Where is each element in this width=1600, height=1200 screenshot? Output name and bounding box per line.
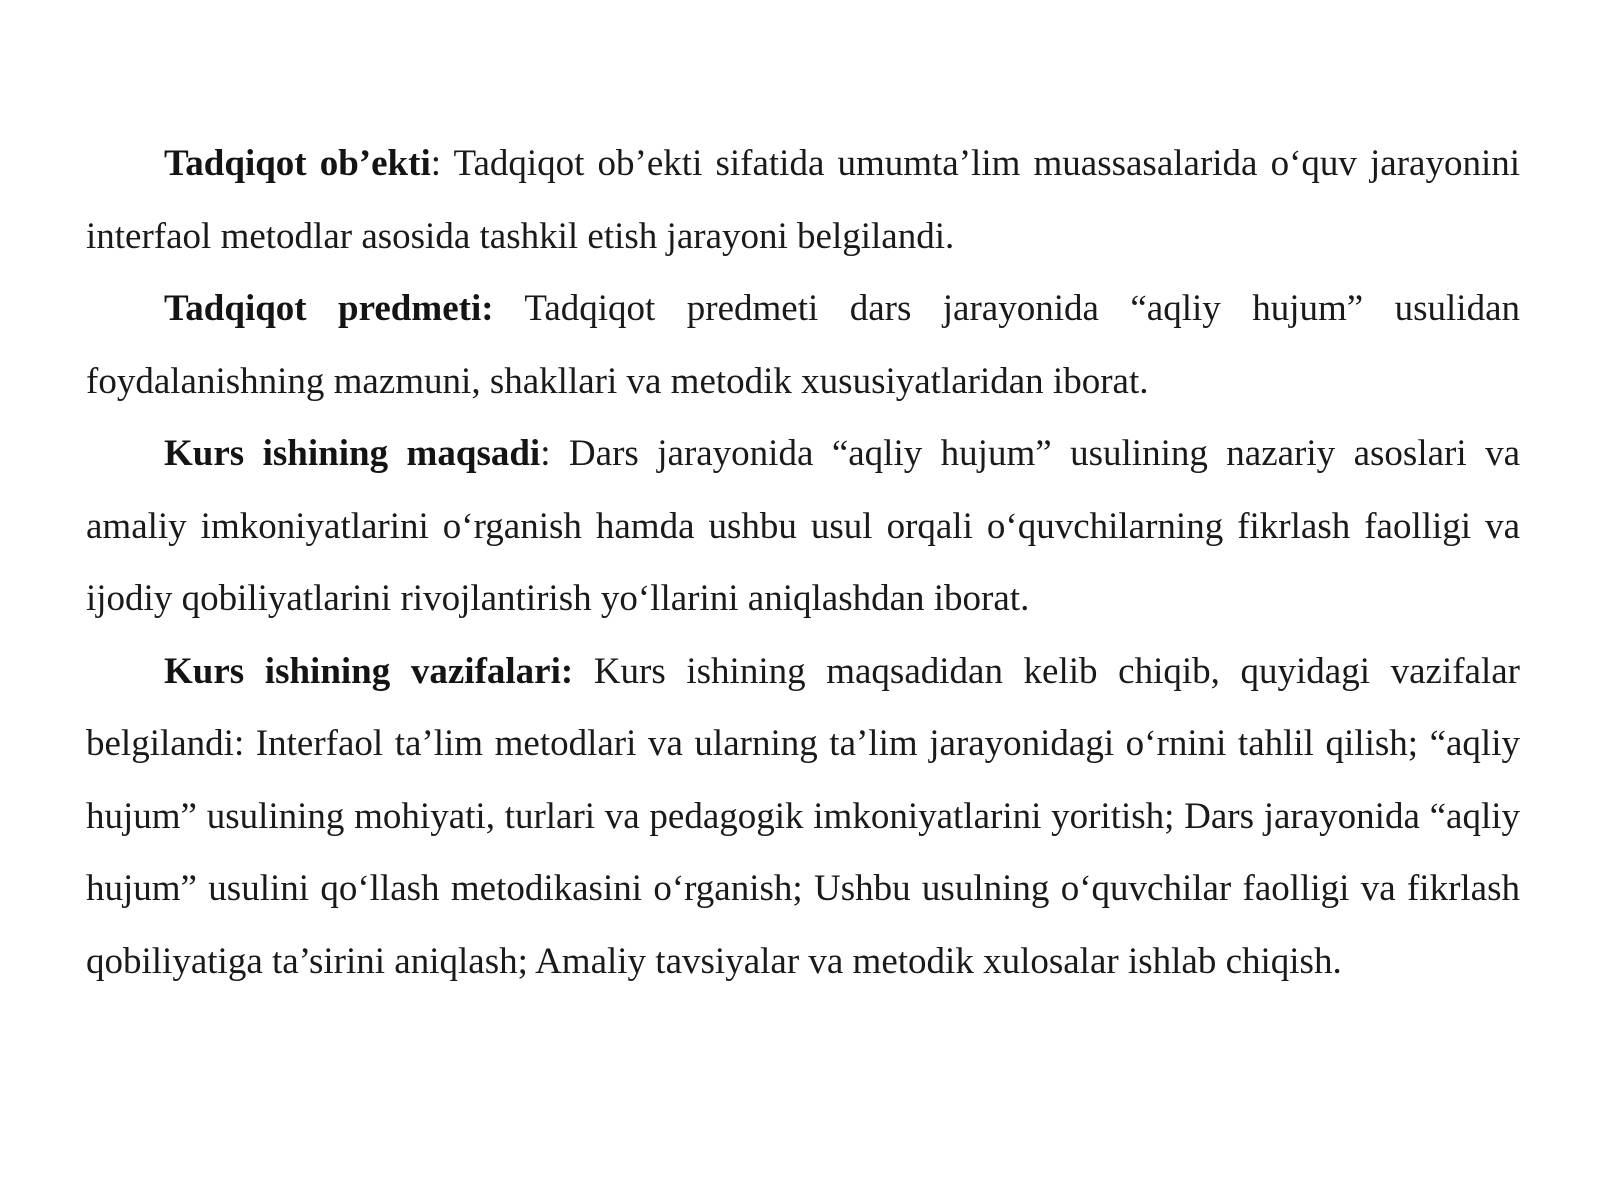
paragraph-term: Kurs ishining vazifalari: — [164, 650, 574, 692]
paragraph-separator: : — [540, 433, 551, 474]
paragraph-course-goal — [86, 418, 1520, 636]
paragraph-research-object — [86, 128, 1520, 273]
paragraph-text: Dars jarayonida “aqliy hujum” usulining nazariy asoslari va amaliy imkoniyatlarini o‘rganish hamda ushbu usul orqali o‘quvchilarning fikrlash faolligi va ijodiy qobiliyatlarini rivojlantirish yo‘llarini aniqlashdan iborat. — [86, 433, 1520, 619]
paragraph-term: Tadqiqot predmeti: — [164, 288, 494, 329]
paragraph-course-tasks — [86, 636, 1520, 999]
paragraph-research-subject — [86, 273, 1520, 418]
paragraph-text: Tadqiqot ob’ekti sifatida umumta’lim muassasalarida o‘quv jarayonini interfaol metodlar asosida tashkil etish jarayoni belgilandi. — [86, 143, 1520, 257]
paragraph-text: Tadqiqot predmeti dars jarayonida “aqliy hujum” usulidan foydalanishning mazmuni, shakllari va metodik xususiyatlaridan iborat. — [86, 288, 1520, 402]
document-body — [86, 128, 1520, 998]
paragraph-text: Kurs ishining maqsadidan kelib chiqib, quyidagi vazifalar belgilandi: Interfaol ta’lim metodlari va ularning ta’lim jarayonidagi o‘rnini tahlil qilish; “aqliy hujum” usulining mohiyati, turlari va pedagogik imkoniyatlarini yoritish; Dars jarayonida “aqliy hujum” usulini qo‘llash metodikasini o‘rganish; Ushbu usulning o‘quvchilar faolligi va fikrlash qobiliyatiga ta’sirini aniqlash; Amaliy tavsiyalar va metodik xulosalar ishlab chiqish. — [86, 650, 1520, 982]
paragraph-term: Kurs ishining maqsadi — [164, 433, 541, 474]
paragraph-term: Tadqiqot ob’ekti — [164, 143, 431, 184]
paragraph-separator: : — [430, 143, 442, 184]
